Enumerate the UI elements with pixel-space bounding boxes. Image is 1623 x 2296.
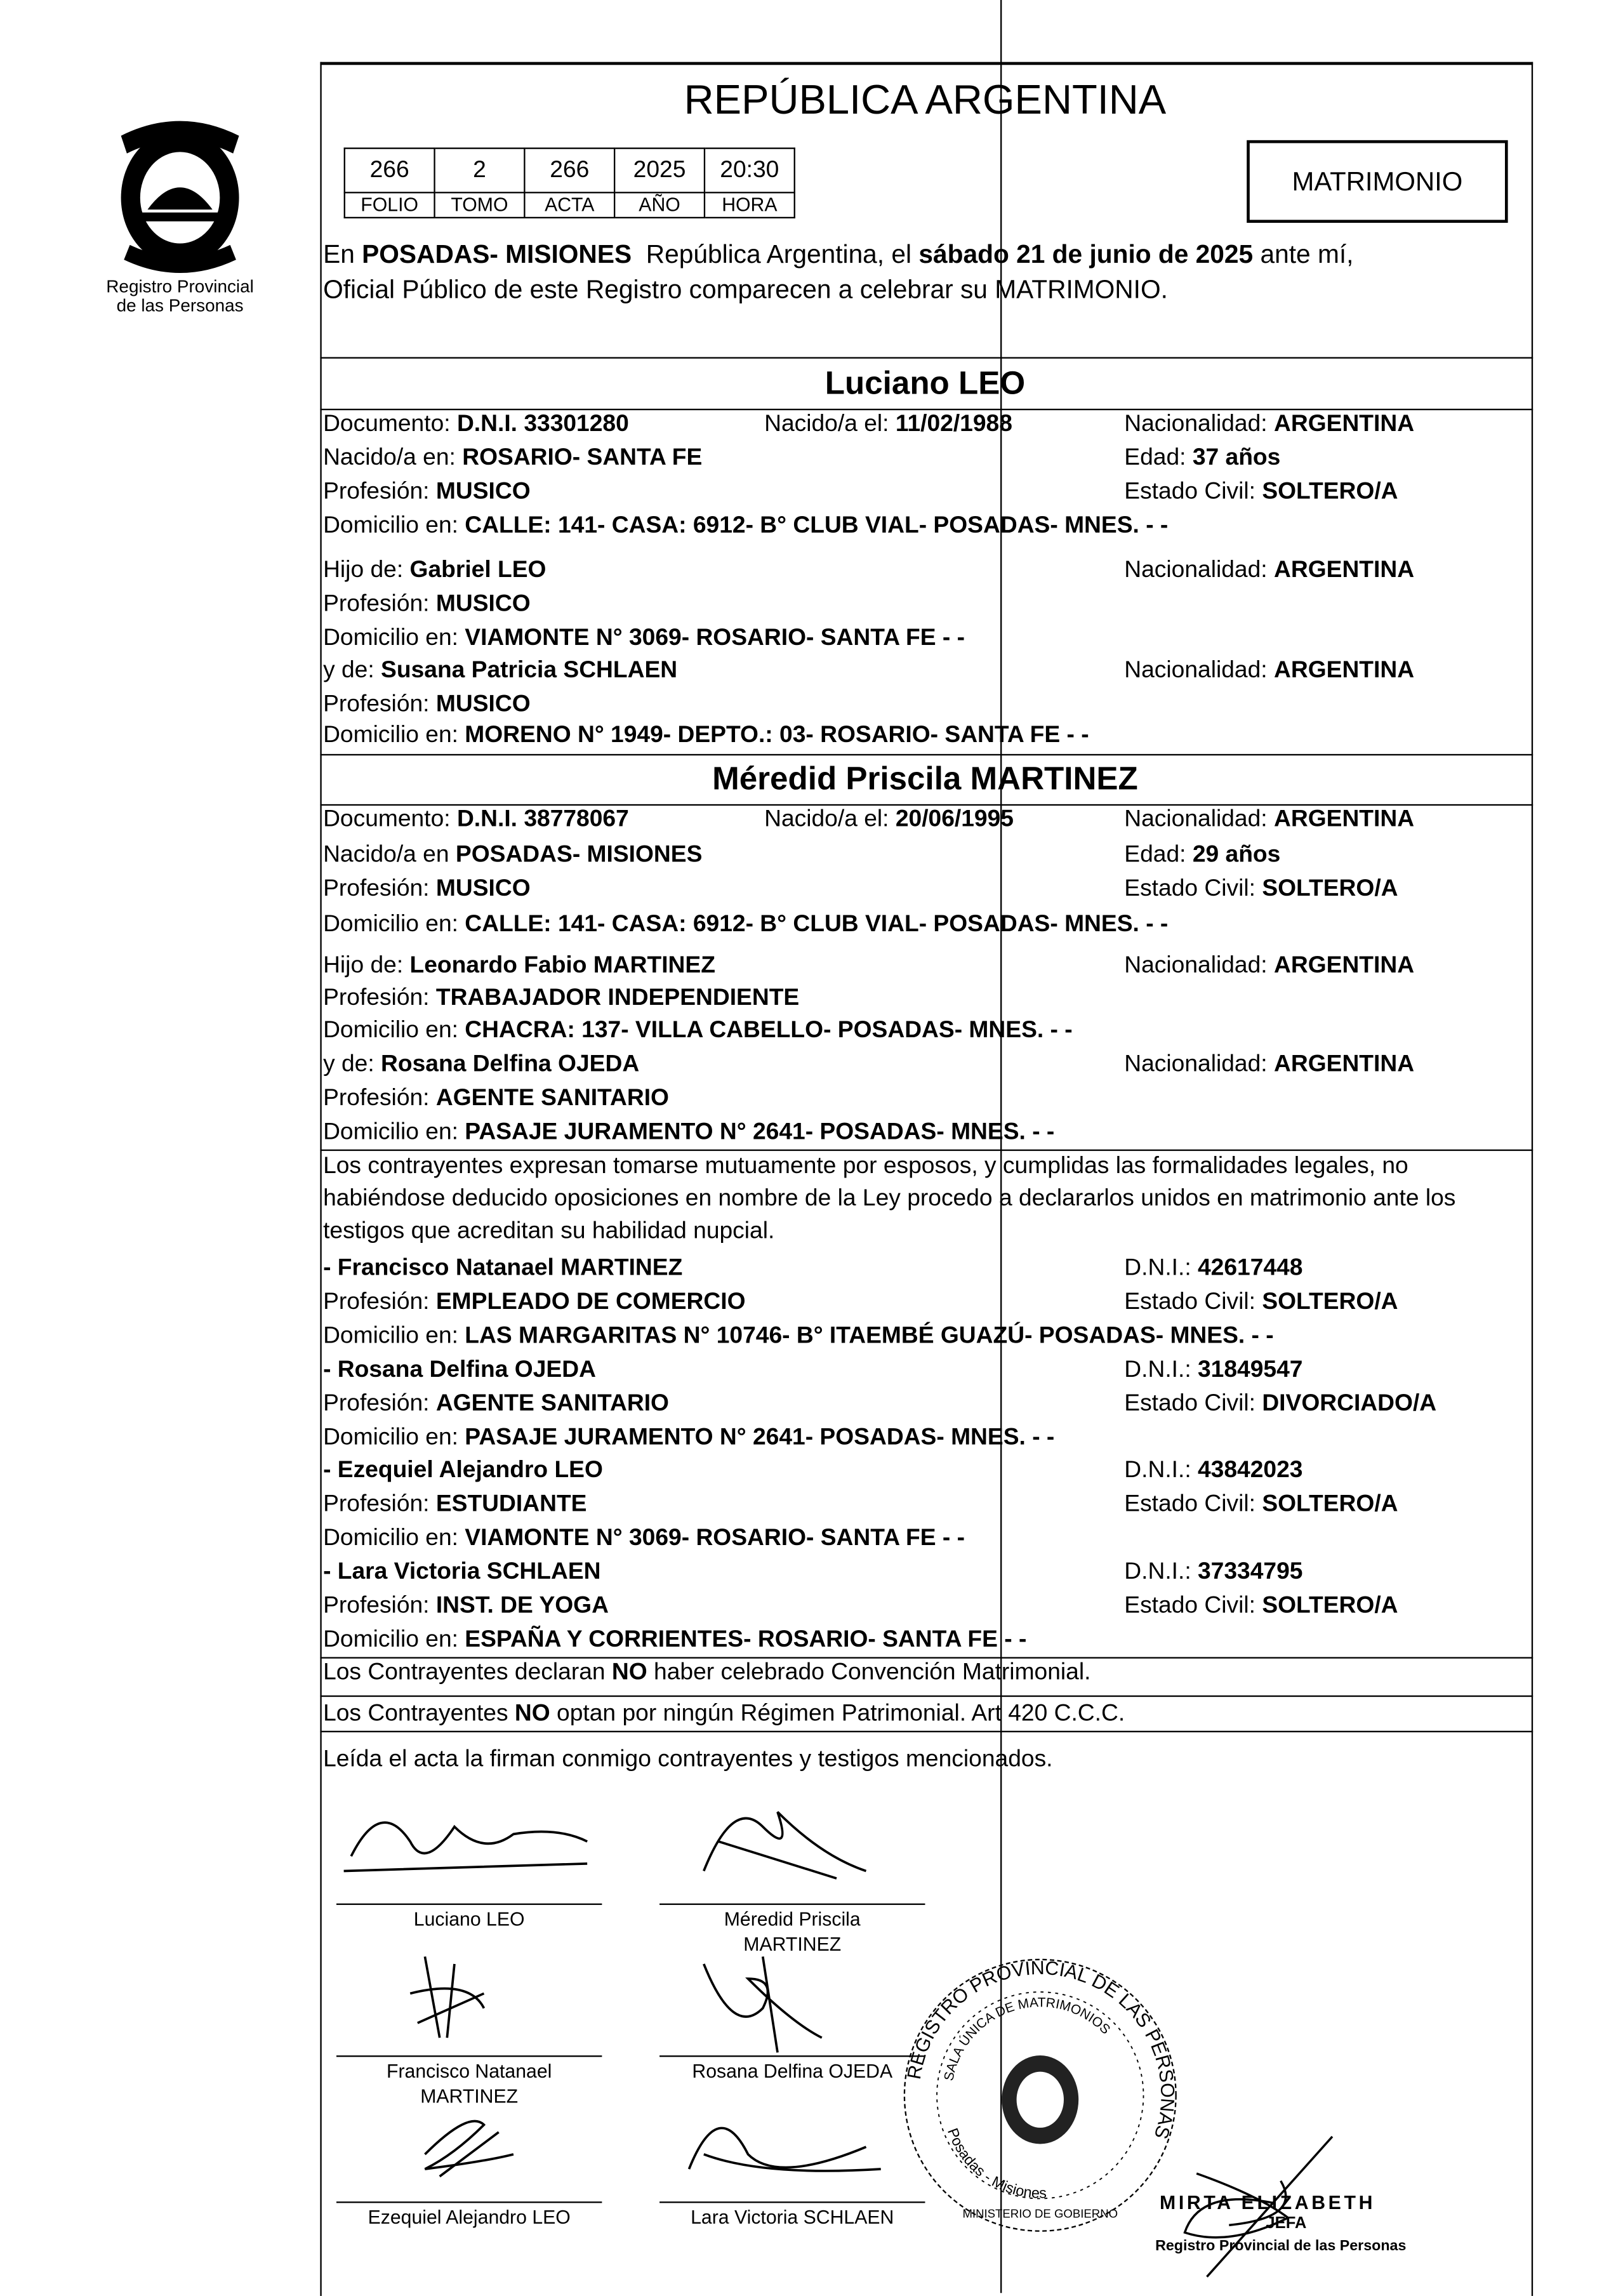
label: Profesión:	[323, 1289, 436, 1315]
handwritten-signature	[336, 1797, 602, 1908]
label: Profesión:	[323, 1391, 436, 1417]
place: POSADAS- MISIONES	[362, 239, 632, 269]
acta-label: ACTA	[524, 192, 614, 218]
field	[323, 1253, 682, 1285]
intro-text: En	[323, 239, 362, 269]
label: Nacido/a el:	[764, 807, 896, 833]
field	[1124, 1489, 1398, 1521]
groom-birthplace: ROSARIO- SANTA FE	[462, 445, 703, 471]
label: Nacionalidad:	[1124, 658, 1274, 684]
bride-row	[323, 1049, 1533, 1082]
groom-row	[323, 409, 1533, 441]
field	[323, 1556, 600, 1589]
signer-name: Méredid Priscila	[724, 1908, 861, 1930]
witness-address: PASAJE JURAMENTO N° 2641- POSADAS- MNES. - -	[465, 1425, 1055, 1450]
signer-name: Luciano LEO	[413, 1908, 525, 1930]
signature-line	[659, 2201, 925, 2203]
label: Domicilio en:	[323, 1627, 465, 1653]
label: Domicilio en:	[323, 1525, 465, 1551]
official-signature-stamp	[1155, 2129, 1421, 2276]
witness-row	[323, 1423, 1533, 1455]
witness-civil-status: SOLTERO/A	[1262, 1492, 1398, 1517]
field	[323, 1355, 596, 1387]
signer-name: Ezequiel Alejandro LEO	[368, 2206, 571, 2228]
bride-address: CALLE: 141- CASA: 6912- B° CLUB VIAL- POSADAS- MNES. - -	[465, 912, 1169, 938]
label: Estado Civil:	[1124, 479, 1262, 505]
witness-row	[323, 1287, 1533, 1319]
groom-mother-nationality: ARGENTINA	[1273, 658, 1415, 684]
label: y de:	[323, 1052, 381, 1077]
witness-name: - Lara Victoria SCHLAEN	[323, 1559, 601, 1585]
signer-name: MARTINEZ	[420, 2085, 519, 2107]
groom-row	[323, 623, 1533, 655]
handwritten-signature	[336, 2095, 602, 2206]
label: D.N.I.:	[1124, 1559, 1198, 1585]
groom-row	[323, 689, 1533, 722]
label: Profesión:	[323, 985, 436, 1011]
groom-nationality: ARGENTINA	[1273, 411, 1415, 437]
label: Nacido/a en	[323, 842, 456, 868]
witness-row	[323, 1253, 1533, 1285]
handwritten-signature	[659, 1949, 925, 2060]
bride-age: 29 años	[1192, 842, 1281, 868]
label: Estado Civil:	[1124, 1593, 1262, 1619]
field	[323, 1591, 609, 1623]
groom-father-address: VIAMONTE N° 3069- ROSARIO- SANTA FE - -	[465, 625, 965, 651]
bride-row	[323, 840, 1533, 872]
label: Nacionalidad:	[1124, 953, 1274, 979]
bride-row	[323, 909, 1533, 941]
intro-line-1	[323, 239, 1353, 270]
text: NO	[514, 1701, 550, 1727]
label: Estado Civil:	[1124, 1492, 1262, 1517]
groom-document: D.N.I. 33301280	[456, 411, 629, 437]
intro-text: República Argentina, el	[632, 239, 919, 269]
field	[323, 1423, 1054, 1455]
text: Leída el acta la firman conmigo contrayentes y testigos mencionados.	[323, 1747, 1053, 1772]
witness-dni: 31849547	[1197, 1357, 1303, 1383]
label: Nacionalidad:	[1124, 411, 1274, 437]
text: haber celebrado Convención Matrimonial.	[647, 1660, 1091, 1685]
groom-mother: Susana Patricia SCHLAEN	[381, 658, 678, 684]
province-shield-icon	[91, 106, 268, 283]
field	[323, 1455, 603, 1487]
groom-row	[323, 555, 1533, 587]
country-title: REPÚBLICA ARGENTINA	[684, 76, 1167, 123]
label: D.N.I.:	[1124, 1256, 1198, 1281]
witness-row	[323, 1624, 1533, 1657]
witness-address: ESPAÑA Y CORRIENTES- ROSARIO- SANTA FE - -	[465, 1627, 1027, 1653]
bride-row	[323, 950, 1533, 983]
bride-row	[323, 1015, 1533, 1047]
bride-mother-address: PASAJE JURAMENTO N° 2641- POSADAS- MNES. - -	[465, 1120, 1055, 1145]
field	[1124, 1355, 1302, 1387]
logo-caption: de las Personas	[116, 295, 244, 316]
year-label: AÑO	[614, 192, 705, 218]
label: Profesión:	[323, 479, 436, 505]
folio-value: 266	[345, 149, 435, 193]
field	[323, 1523, 965, 1555]
bride-row	[323, 873, 1533, 906]
witness-name: - Ezequiel Alejandro LEO	[323, 1457, 603, 1483]
field	[1124, 1455, 1302, 1487]
groom-mother-profession: MUSICO	[435, 692, 531, 717]
intro-line-2: Oficial Público de este Registro comparecen a celebrar su MATRIMONIO.	[323, 274, 1168, 304]
label: Domicilio en:	[323, 723, 465, 748]
signature-line	[336, 1904, 602, 1905]
bride-name-heading: Méredid Priscila MARTINEZ	[712, 760, 1138, 797]
bride-father-profession: TRABAJADOR INDEPENDIENTE	[435, 985, 800, 1011]
registry-table	[344, 147, 795, 218]
bride-father: Leonardo Fabio MARTINEZ	[409, 953, 715, 979]
groom-mother-address: MORENO N° 1949- DEPTO.: 03- ROSARIO- SANTA FE - -	[465, 723, 1089, 748]
bride-row	[323, 983, 1533, 1015]
official-name: MIRTA ELIZABETH	[1160, 2191, 1376, 2213]
witness-profession: ESTUDIANTE	[435, 1492, 587, 1517]
witness-row	[323, 1355, 1533, 1387]
signature-label	[329, 1906, 609, 1932]
regime-statement	[323, 1698, 1533, 1730]
tomo-label: TOMO	[435, 192, 525, 218]
label: Profesión:	[323, 692, 436, 717]
label: Nacido/a en:	[323, 445, 463, 471]
signature-line	[659, 2055, 925, 2057]
field	[323, 1388, 669, 1421]
label: Domicilio en:	[323, 1425, 465, 1450]
seal-stamp-icon	[900, 1955, 1181, 2236]
witness-profession: EMPLEADO DE COMERCIO	[435, 1289, 746, 1315]
handwritten-signature	[336, 1949, 602, 2060]
hour-label: HORA	[705, 192, 795, 218]
handwritten-signature	[659, 2095, 925, 2206]
bride-father-nationality: ARGENTINA	[1273, 953, 1415, 979]
groom-father-nationality: ARGENTINA	[1273, 557, 1415, 583]
field	[323, 1320, 1274, 1353]
field	[1124, 1556, 1302, 1589]
label: Nacido/a el:	[764, 411, 896, 437]
bride-nationality: ARGENTINA	[1273, 807, 1415, 833]
groom-row	[323, 588, 1533, 621]
official-office: Registro Provincial de las Personas	[1155, 2238, 1407, 2255]
signature-line	[336, 2055, 602, 2057]
witness-row	[323, 1388, 1533, 1421]
bride-profession: MUSICO	[435, 876, 531, 902]
label: Edad:	[1124, 445, 1193, 471]
date: sábado 21 de junio de 2025	[918, 239, 1254, 269]
bride-mother-nationality: ARGENTINA	[1273, 1052, 1415, 1077]
official-seal	[900, 1955, 1181, 2236]
bride-civil-status: SOLTERO/A	[1262, 876, 1398, 902]
label: Estado Civil:	[1124, 1289, 1262, 1315]
field	[1124, 1388, 1436, 1421]
official-role: JEFA	[1266, 2215, 1307, 2233]
groom-row	[323, 655, 1533, 687]
logo-caption: Registro Provincial	[106, 275, 254, 297]
label: Domicilio en:	[323, 912, 465, 938]
groom-profession: MUSICO	[435, 479, 531, 505]
label: Profesión:	[323, 1085, 436, 1112]
witness-civil-status: SOLTERO/A	[1262, 1593, 1398, 1619]
convention-statement	[323, 1657, 1533, 1689]
hour-value: 20:30	[705, 149, 795, 193]
label: D.N.I.:	[1124, 1457, 1198, 1483]
groom-civil-status: SOLTERO/A	[1262, 479, 1398, 505]
witness-dni: 42617448	[1197, 1256, 1303, 1281]
bride-mother: Rosana Delfina OJEDA	[381, 1052, 640, 1077]
field	[1124, 1253, 1302, 1285]
signer-name: Lara Victoria SCHLAEN	[691, 2206, 894, 2228]
groom-row	[323, 720, 1533, 752]
signature-label	[652, 2059, 932, 2084]
groom-age: 37 años	[1192, 445, 1281, 471]
witness-row	[323, 1556, 1533, 1589]
signature-label	[329, 2205, 609, 2230]
bride-birthdate: 20/06/1995	[895, 807, 1014, 833]
witness-profession: AGENTE SANITARIO	[435, 1391, 669, 1417]
label: Estado Civil:	[1124, 1391, 1262, 1417]
declaration-paragraph: Los contrayentes expresan tomarse mutuamente por esposos, y cumplidas las formalidades legales, no habiéndose deducido oposiciones en nombre de la Ley procedo a declararlos unidos en matrimonio ante los testigos que acreditan su habilidad nupcial.	[323, 1153, 1456, 1244]
field	[1124, 1287, 1398, 1319]
year-value: 2025	[614, 149, 705, 193]
intro-text: ante mí,	[1253, 239, 1354, 269]
bride-document: D.N.I. 38778067	[456, 807, 629, 833]
bride-father-address: CHACRA: 137- VILLA CABELLO- POSADAS- MNES. - -	[465, 1018, 1073, 1044]
groom-row	[323, 442, 1533, 475]
witness-profession: INST. DE YOGA	[435, 1593, 609, 1619]
witness-row	[323, 1591, 1533, 1623]
signer-name: MARTINEZ	[743, 1933, 842, 1955]
tomo-value: 2	[435, 149, 525, 193]
groom-row	[323, 510, 1533, 543]
witness-dni: 37334795	[1197, 1559, 1303, 1585]
label: Profesión:	[323, 1593, 436, 1619]
field	[323, 1489, 586, 1521]
witness-name: - Francisco Natanael MARTINEZ	[323, 1256, 683, 1281]
seal-inner-text: SALA ÚNICA DE MATRIMONIOS	[941, 1995, 1113, 2083]
field	[323, 1287, 745, 1319]
label: Profesión:	[323, 592, 436, 617]
acta-value: 266	[524, 149, 614, 193]
text: Los Contrayentes declaran	[323, 1660, 612, 1685]
label: Documento:	[323, 807, 457, 833]
groom-birthdate: 11/02/1988	[895, 411, 1012, 437]
label: Estado Civil:	[1124, 876, 1262, 902]
province-logo	[91, 106, 268, 328]
signer-name: Francisco Natanael	[387, 2060, 552, 2082]
groom-address: CALLE: 141- CASA: 6912- B° CLUB VIAL- POSADAS- MNES. - -	[465, 513, 1169, 539]
witness-row	[323, 1455, 1533, 1487]
label: y de:	[323, 658, 381, 684]
label: Domicilio en:	[323, 1018, 465, 1044]
bride-row	[323, 804, 1533, 837]
groom-father: Gabriel LEO	[409, 557, 547, 583]
witness-address: VIAMONTE N° 3069- ROSARIO- SANTA FE - -	[465, 1525, 965, 1551]
bride-row	[323, 1083, 1533, 1115]
witness-dni: 43842023	[1197, 1457, 1303, 1483]
groom-father-profession: MUSICO	[435, 592, 531, 617]
text: optan por ningún Régimen Patrimonial. Art 420 C.C.C.	[550, 1701, 1125, 1727]
witness-civil-status: SOLTERO/A	[1262, 1289, 1398, 1315]
label: Nacionalidad:	[1124, 557, 1274, 583]
signature-line	[336, 2201, 602, 2203]
label: Domicilio en:	[323, 1120, 465, 1145]
label: D.N.I.:	[1124, 1357, 1198, 1383]
label: Nacionalidad:	[1124, 1052, 1274, 1077]
label: Domicilio en:	[323, 625, 465, 651]
label: Domicilio en:	[323, 1324, 465, 1349]
label: Profesión:	[323, 1492, 436, 1517]
label: Hijo de:	[323, 557, 410, 583]
text: NO	[611, 1660, 647, 1685]
seal-outer-text: REGISTRO PROVINCIAL DE LAS PERSONAS	[903, 1957, 1178, 2142]
signature-label	[652, 2205, 932, 2230]
witness-row	[323, 1320, 1533, 1353]
label: Nacionalidad:	[1124, 807, 1274, 833]
folio-label: FOLIO	[345, 192, 435, 218]
signer-name: Rosana Delfina OJEDA	[692, 2060, 893, 2082]
label: Profesión:	[323, 876, 436, 902]
seal-ministry-text: MINISTERIO DE GOBIERNO	[962, 2206, 1118, 2220]
bride-row	[323, 1117, 1533, 1150]
field	[323, 1624, 1026, 1657]
witness-row	[323, 1523, 1533, 1555]
witness-name: - Rosana Delfina OJEDA	[323, 1357, 596, 1383]
witness-row	[323, 1489, 1533, 1521]
signature-line	[659, 1904, 925, 1905]
field	[1124, 1591, 1398, 1623]
witness-civil-status: DIVORCIADO/A	[1262, 1391, 1437, 1417]
witness-address: LAS MARGARITAS N° 10746- B° ITAEMBÉ GUAZÚ- POSADAS- MNES. - -	[465, 1324, 1274, 1349]
label: Hijo de:	[323, 953, 410, 979]
label: Edad:	[1124, 842, 1193, 868]
groom-row	[323, 477, 1533, 509]
groom-name-heading: Luciano LEO	[825, 364, 1026, 402]
bride-mother-profession: AGENTE SANITARIO	[435, 1085, 669, 1112]
label: Domicilio en:	[323, 513, 465, 539]
act-type-box: MATRIMONIO	[1247, 140, 1507, 223]
closing-statement	[323, 1744, 1533, 1777]
text: Los Contrayentes	[323, 1701, 515, 1727]
handwritten-signature	[659, 1797, 925, 1908]
bride-birthplace: POSADAS- MISIONES	[455, 842, 703, 868]
seal-city-text: Posadas - Misiones	[944, 2125, 1047, 2201]
label: Documento:	[323, 411, 457, 437]
